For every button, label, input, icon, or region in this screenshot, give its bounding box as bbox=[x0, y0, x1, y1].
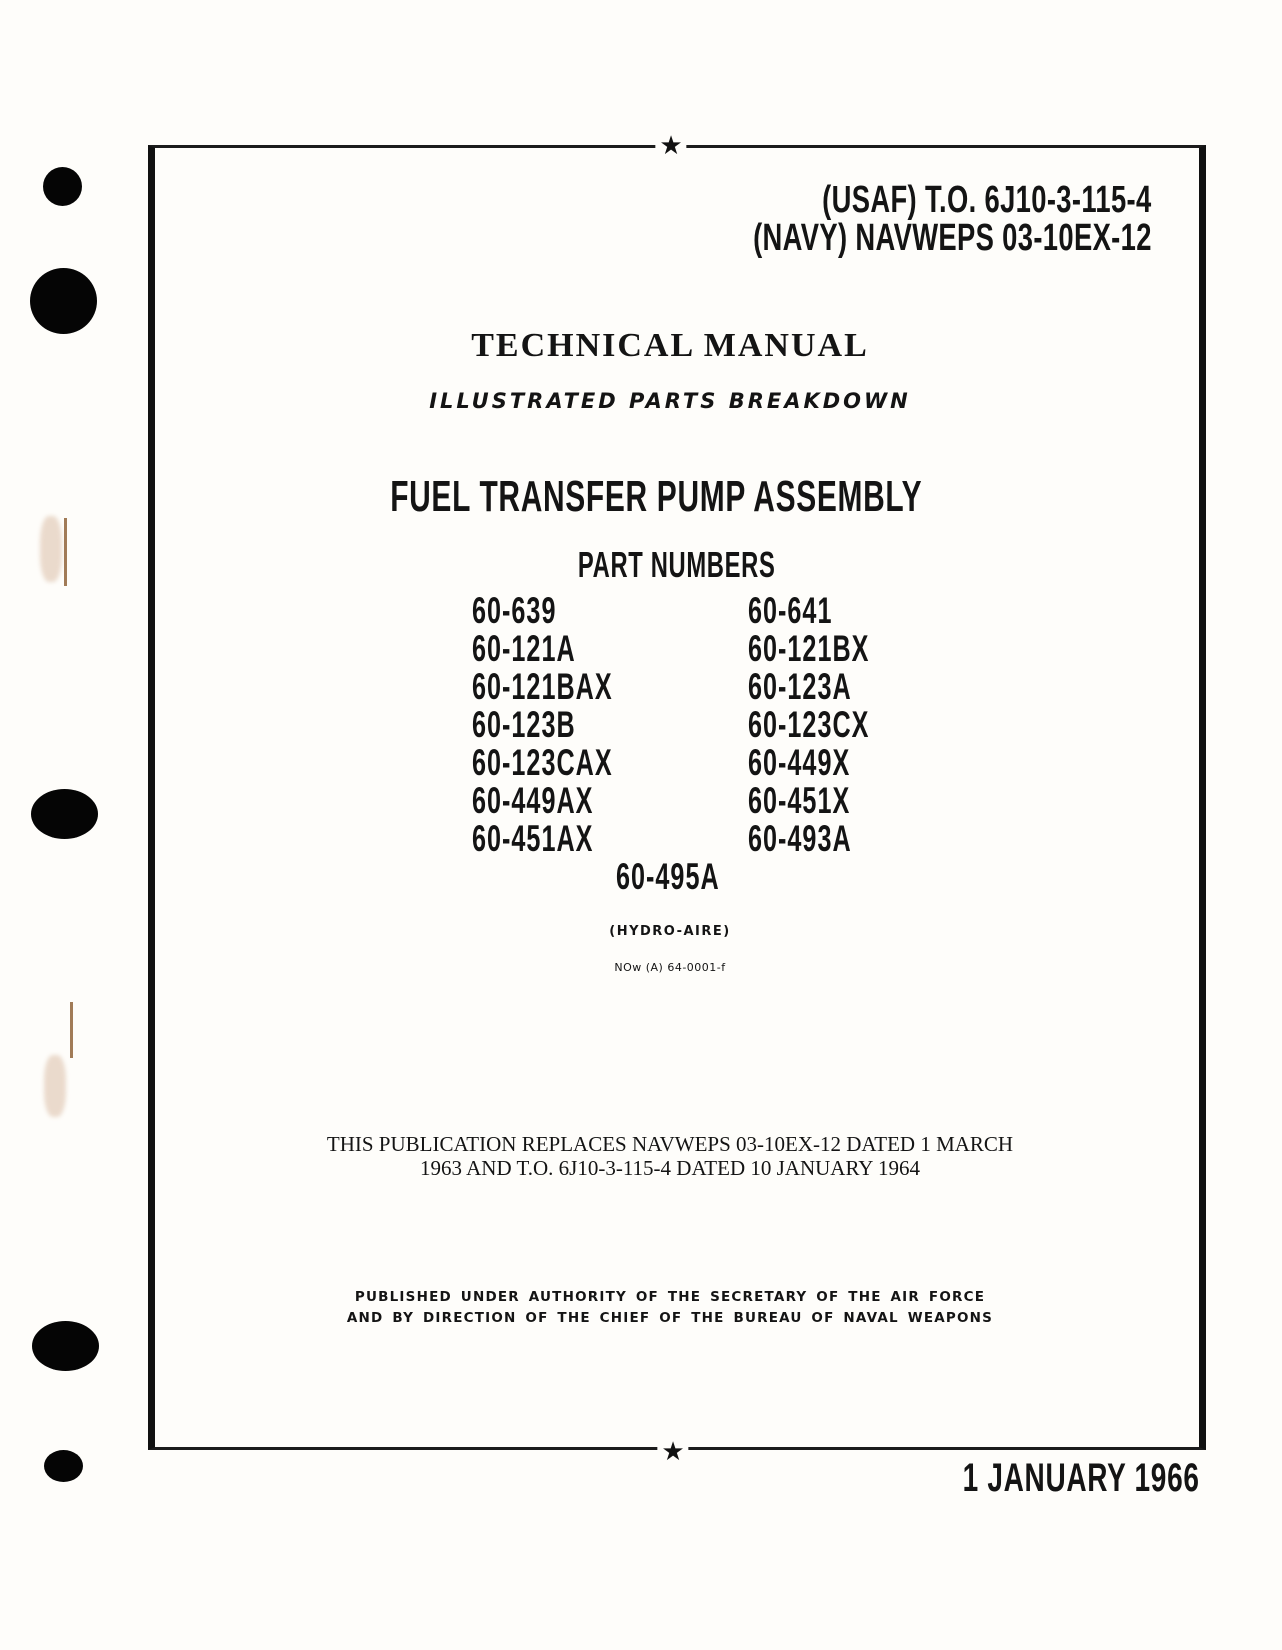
part-number: 60-123CX bbox=[748, 704, 870, 745]
usaf-tech-order-number: (USAF) T.O. 6J10-3-115-4 bbox=[822, 179, 1152, 221]
part-number: 60-639 bbox=[472, 590, 557, 631]
part-number: 60-123B bbox=[472, 704, 576, 745]
part-numbers-heading-text: PART NUMBERS bbox=[578, 544, 776, 585]
publication-date: 1 JANUARY 1966 bbox=[962, 1456, 1200, 1500]
main-title-text: FUEL TRANSFER PUMP ASSEMBLY bbox=[389, 472, 923, 521]
binder-hole-3 bbox=[31, 789, 98, 839]
star-icon-bottom: ★ bbox=[657, 1439, 688, 1465]
part-number: 60-121A bbox=[472, 628, 576, 669]
manufacturer-text: (HYDRO-AIRE) bbox=[609, 924, 731, 939]
manufacturer-label bbox=[0, 924, 1282, 939]
part-number-centered: 60-495A bbox=[616, 856, 720, 897]
publication-authority-line-2: AND BY DIRECTION OF THE CHIEF OF THE BUREAU OF NAVAL WEAPONS bbox=[346, 1310, 994, 1326]
document-type-heading: TECHNICAL MANUAL bbox=[471, 327, 869, 364]
main-title bbox=[0, 474, 1282, 520]
binder-hole-1 bbox=[43, 167, 82, 206]
part-number: 60-121BX bbox=[748, 628, 870, 669]
staple-mark-2 bbox=[70, 1002, 73, 1058]
publication-authority-line-1: PUBLISHED UNDER AUTHORITY OF THE SECRETARY OF THE AIR FORCE bbox=[354, 1289, 986, 1305]
document-subtitle: ILLUSTRATED PARTS BREAKDOWN bbox=[429, 389, 911, 413]
publication-authority bbox=[0, 1287, 1282, 1329]
contract-number-text: NOw (A) 64-0001-f bbox=[614, 961, 726, 974]
part-number: 60-641 bbox=[748, 590, 833, 631]
part-number: 60-451X bbox=[748, 780, 851, 821]
part-numbers-heading bbox=[0, 546, 1282, 584]
supersedes-notice bbox=[0, 1132, 1282, 1180]
part-number: 60-451AX bbox=[472, 818, 594, 859]
supersedes-notice-line-2: 1963 AND T.O. 6J10-3-115-4 DATED 10 JANUARY 1964 bbox=[420, 1156, 920, 1180]
binder-hole-5 bbox=[44, 1450, 83, 1482]
supersedes-notice-line-1: THIS PUBLICATION REPLACES NAVWEPS 03-10EX-12 DATED 1 MARCH bbox=[326, 1132, 1014, 1156]
part-number: 60-449X bbox=[748, 742, 851, 783]
part-number: 60-123A bbox=[748, 666, 852, 707]
binder-hole-2 bbox=[30, 268, 97, 334]
part-number: 60-493A bbox=[748, 818, 852, 859]
part-number: 60-449AX bbox=[472, 780, 594, 821]
star-icon-top: ★ bbox=[655, 133, 686, 159]
contract-number bbox=[0, 961, 1282, 974]
staple-stain-2 bbox=[44, 1055, 66, 1117]
part-number: 60-121BAX bbox=[472, 666, 613, 707]
part-number: 60-123CAX bbox=[472, 742, 613, 783]
navy-navweps-number: (NAVY) NAVWEPS 03-10EX-12 bbox=[753, 217, 1152, 259]
